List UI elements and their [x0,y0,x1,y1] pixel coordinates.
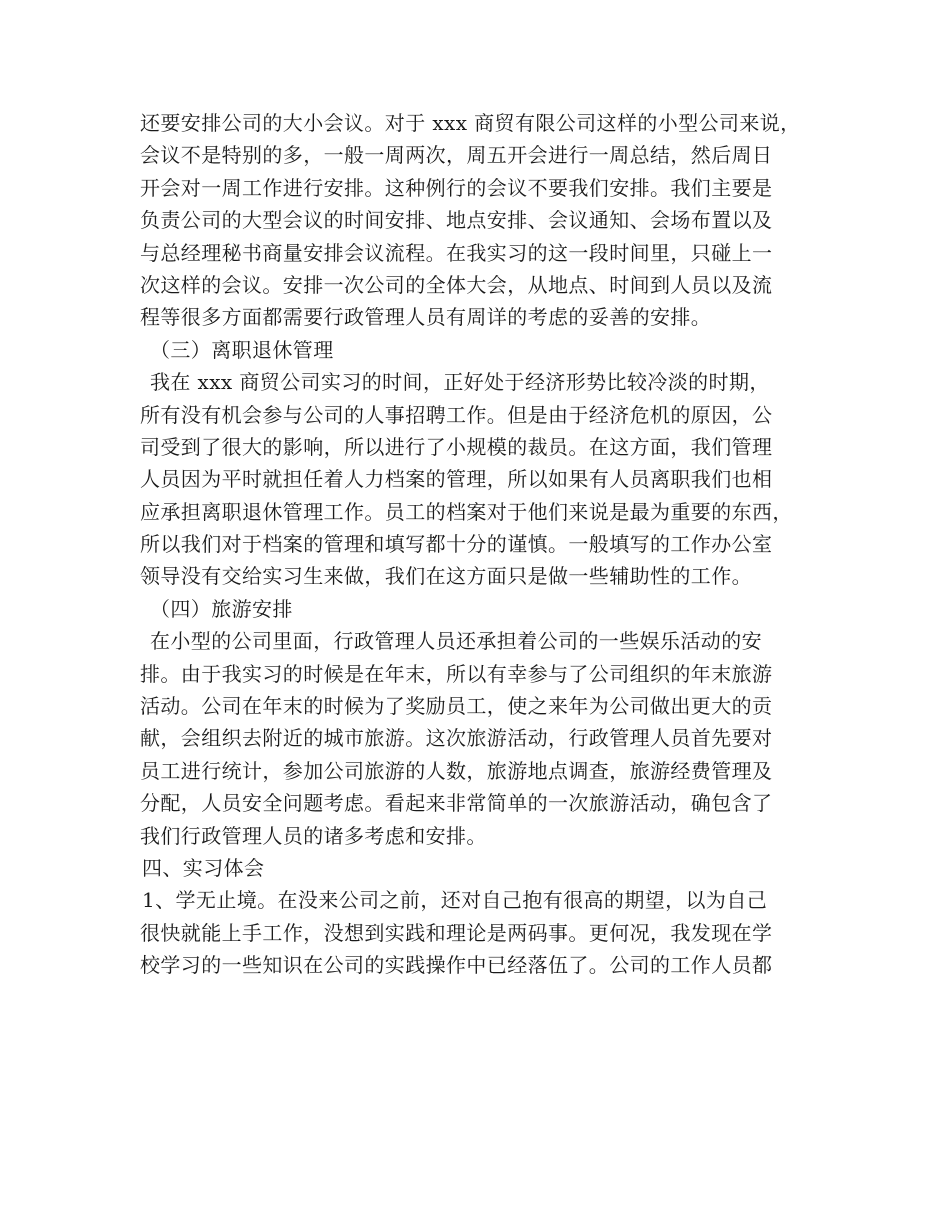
paragraph-line: 所有没有机会参与公司的人事招聘工作。但是由于经济危机的原因，公 [140,402,773,427]
paragraph-line: 开会对一周工作进行安排。这种例行的会议不要我们安排。我们主要是 [140,175,773,200]
paragraph-line: 领导没有交给实习生来做，我们在这方面只是做一些辅助性的工作。 [140,564,752,589]
paragraph-line: 与总经理秘书商量安排会议流程。在我实习的这一段时间里，只碰上一 [140,240,773,265]
paragraph-line: 还要安排公司的大小会议。对于 xxx 商贸有限公司这样的小型公司来说， [140,111,801,135]
paragraph-line: 很快就能上手工作，没想到实践和理论是两码事。更何况，我发现在学 [140,920,773,945]
section-heading: （三）离职退休管理 [150,337,334,362]
paragraph-line: 应承担离职退休管理工作。员工的档案对于他们来说是最为重要的东西， [140,499,793,524]
paragraph-line: 1、学无止境。在没来公司之前，还对自己抱有很高的期望，以为自己 [142,888,768,913]
paragraph-line: 我们行政管理人员的诸多考虑和安排。 [140,823,487,848]
paragraph-line: 分配，人员安全问题考虑。看起来非常简单的一次旅游活动，确包含了 [140,791,773,816]
paragraph-line: 我在 xxx 商贸公司实习的时间，正好处于经济形势比较冷淡的时期， [150,370,770,395]
paragraph-line: 会议不是特别的多，一般一周两次，周五开会进行一周总结，然后周日 [140,143,773,168]
paragraph-line: 司受到了很大的影响，所以进行了小规模的裁员。在这方面，我们管理 [140,434,773,459]
paragraph-line: 负责公司的大型会议的时间安排、地点安排、会议通知、会场布置以及 [140,208,773,233]
paragraph-line: 校学习的一些知识在公司的实践操作中已经落伍了。公司的工作人员都 [140,953,773,978]
paragraph-line: 员工进行统计，参加公司旅游的人数，旅游地点调查，旅游经费管理及 [140,758,773,783]
paragraph-line: 排。由于我实习的时候是在年末，所以有幸参与了公司组织的年末旅游 [140,661,773,686]
section-heading: （四）旅游安排 [150,596,293,621]
paragraph-line: 人员因为平时就担任着人力档案的管理，所以如果有人员离职我们也相 [140,467,773,492]
section-heading: 四、实习体会 [142,855,265,880]
paragraph-line: 程等很多方面都需要行政管理人员有周详的考虑的妥善的安排。 [140,305,712,330]
paragraph-line: 在小型的公司里面，行政管理人员还承担着公司的一些娱乐活动的安 [150,629,762,654]
paragraph-line: 活动。公司在年末的时候为了奖励员工，使之来年为公司做出更大的贡 [140,694,773,719]
document-body [140,107,830,982]
paragraph-line: 次这样的会议。安排一次公司的全体大会，从地点、时间到人员以及流 [140,272,773,297]
paragraph-line: 所以我们对于档案的管理和填写都十分的谨慎。一般填写的工作办公室 [140,532,773,557]
paragraph-line: 献，会组织去附近的城市旅游。这次旅游活动，行政管理人员首先要对 [140,726,773,751]
